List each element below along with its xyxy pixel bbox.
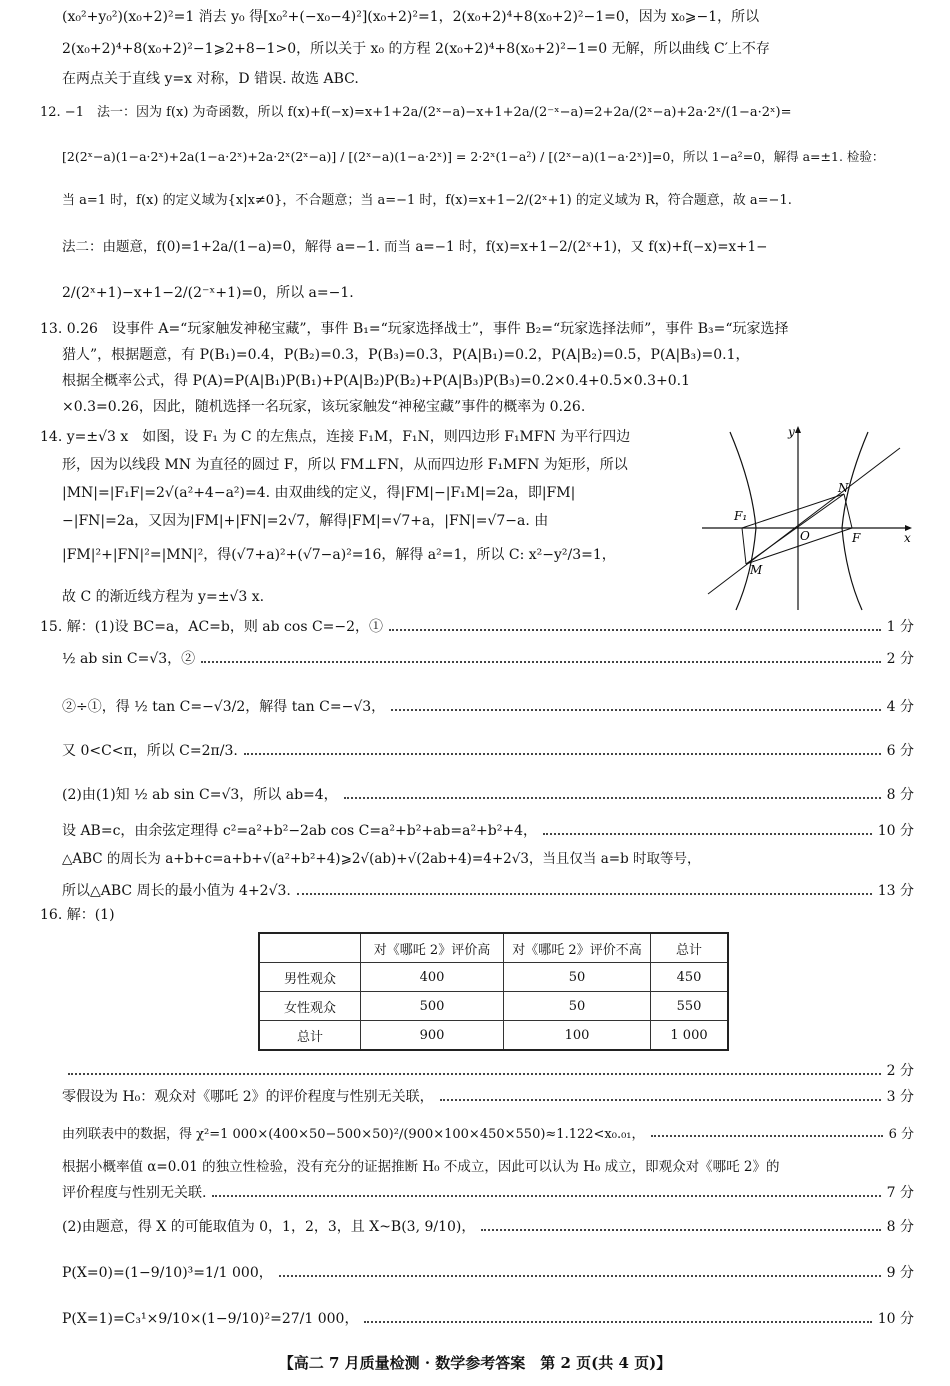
- text-line: 在两点关于直线 y=x 对称，D 错误. 故选 ABC.: [62, 71, 359, 87]
- table-cell: 450: [651, 963, 729, 992]
- score-text: 所以△ABC 周长的最小值为 4+2√3.: [62, 883, 291, 899]
- score-row: [62, 646, 914, 670]
- label-F: F: [852, 531, 861, 545]
- score-points: 10 分: [877, 1311, 914, 1327]
- label-y: y: [788, 425, 795, 439]
- text-line: 形，因为以线段 MN 为直径的圆过 F，所以 FM⊥FN，从而四边形 F₁MFN 为矩形，所以: [62, 457, 628, 473]
- score-text: 15. 解：(1)设 BC=a，AC=b，则 ab cos C=−2，①: [40, 619, 384, 635]
- label-x: x: [904, 531, 911, 545]
- score-text: ½ ab sin C=√3，②: [62, 651, 196, 667]
- label-F1: F₁: [734, 509, 748, 523]
- text-line: 根据小概率值 α=0.01 的独立性检验，没有充分的证据推断 H₀ 不成立，因此可以认为 H₀ 成立，即观众对《哪吒 2》的: [62, 1159, 780, 1175]
- score-points: 8 分: [886, 1219, 914, 1235]
- text-line: 16. 解：(1): [40, 907, 115, 923]
- score-row: [62, 878, 914, 902]
- text-line: 故 C 的渐近线方程为 y=±√3 x.: [62, 589, 265, 605]
- score-row: [62, 694, 914, 718]
- score-points: 10 分: [877, 823, 914, 839]
- text-line: [2(2ˣ−a)(1−a·2ˣ)+2a(1−a·2ˣ)+2a·2ˣ(2ˣ−a)] / [(2ˣ−a)(1−a·2ˣ)] = 2·2ˣ(1−a²) / [(2ˣ−a)(1−a·2ˣ)]=0，所以 1−a²=0，解得 a=±1. 检验：: [62, 149, 885, 164]
- label-M: M: [750, 563, 763, 577]
- text-line: 13. 0.26 设事件 A=“玩家触发神秘宝藏”，事件 B₁=“玩家选择战士”，事件 B₂=“玩家选择法师”，事件 B₃=“玩家选择: [40, 321, 789, 337]
- score-text: (2)由(1)知 ½ ab sin C=√3，所以 ab=4，: [62, 787, 338, 803]
- score-row: [62, 1120, 914, 1144]
- score-points: 6 分: [888, 1126, 914, 1142]
- table-cell: 100: [504, 1021, 651, 1051]
- score-text: 零假设为 H₀：观众对《哪吒 2》的评价程度与性别无关联，: [62, 1089, 434, 1105]
- text-line: 12. −1 法一：因为 f(x) 为奇函数，所以 f(x)+f(−x)=x+1+2a/(2ˣ−a)−x+1+2a/(2⁻ˣ−a)=2+2a/(2ˣ−a)+2a·2ˣ/(1−a·2ˣ)=: [40, 105, 792, 120]
- score-points: 3 分: [886, 1089, 914, 1105]
- score-points: 2 分: [886, 1063, 914, 1079]
- text-line: 法二：由题意，f(0)=1+2a/(1−a)=0，解得 a=−1. 而当 a=−1 时，f(x)=x+1−2/(2ˣ+1)，又 f(x)+f(−x)=x+1−: [62, 239, 768, 255]
- table-cell: 女性观众: [259, 992, 361, 1021]
- table-header-row: [259, 933, 728, 963]
- score-text: ②÷①，得 ½ tan C=−√3/2，解得 tan C=−√3，: [62, 699, 386, 715]
- text-line: 14. y=±√3 x 如图，设 F₁ 为 C 的左焦点，连接 F₁M，F₁N，则四边形 F₁MFN 为平行四边: [40, 429, 631, 445]
- label-O: O: [800, 529, 810, 543]
- text-line: 2/(2ˣ+1)−x+1−2/(2⁻ˣ+1)=0，所以 a=−1.: [62, 285, 354, 301]
- table-cell: 对《哪吒 2》评价不高: [504, 933, 651, 963]
- table-cell: 1 000: [651, 1021, 729, 1051]
- score-row: [62, 1214, 914, 1238]
- score-row: [40, 614, 914, 638]
- score-row: [62, 1084, 914, 1108]
- score-points: 9 分: [886, 1265, 914, 1281]
- score-row: [62, 818, 914, 842]
- score-row: [62, 1306, 914, 1330]
- table-row: [259, 1021, 728, 1051]
- text-line: 猎人”，根据题意，有 P(B₁)=0.4，P(B₂)=0.3，P(B₃)=0.3，P(A|B₁)=0.2，P(A|B₂)=0.5，P(A|B₃)=0.1，: [62, 347, 750, 363]
- table-cell: 500: [361, 992, 504, 1021]
- table-cell: 400: [361, 963, 504, 992]
- text-line: 根据全概率公式，得 P(A)=P(A|B₁)P(B₁)+P(A|B₂)P(B₂)+P(A|B₃)P(B₃)=0.2×0.4+0.5×0.3+0.1: [62, 373, 691, 389]
- score-points: 8 分: [886, 787, 914, 803]
- score-row: [62, 782, 914, 806]
- score-text: P(X=1)=C₃¹×9/10×(1−9/10)²=27/1 000，: [62, 1311, 359, 1327]
- score-row: [62, 738, 914, 762]
- table-cell: [259, 933, 361, 963]
- score-points: 13 分: [877, 883, 914, 899]
- score-points: 6 分: [886, 743, 914, 759]
- score-row: [62, 1058, 914, 1082]
- table-cell: 900: [361, 1021, 504, 1051]
- table-cell: 对《哪吒 2》评价高: [361, 933, 504, 963]
- table-cell: 50: [504, 992, 651, 1021]
- table-cell: 550: [651, 992, 729, 1021]
- table-cell: 总计: [651, 933, 729, 963]
- score-text: 评价程度与性别无关联.: [62, 1185, 207, 1201]
- score-points: 7 分: [886, 1185, 914, 1201]
- score-row: [62, 1180, 914, 1204]
- score-points: 4 分: [886, 699, 914, 715]
- table-cell: 总计: [259, 1021, 361, 1051]
- table-row: [259, 963, 728, 992]
- text-line: (x₀²+y₀²)(x₀+2)²=1 消去 y₀ 得[x₀²+(−x₀−4)²](x₀+2)²=1，2(x₀+2)⁴+8(x₀+2)²−1=0，因为 x₀⩾−1，所以: [62, 9, 760, 25]
- table-row: [259, 992, 728, 1021]
- text-line: |MN|=|F₁F|=2√(a²+4−a²)=4. 由双曲线的定义，得|FM|−|F₁M|=2a，即|FM|: [62, 485, 576, 501]
- score-text: P(X=0)=(1−9/10)³=1/1 000，: [62, 1265, 273, 1281]
- table-cell: 男性观众: [259, 963, 361, 992]
- hyperbola-figure: [700, 424, 914, 614]
- text-line: −|FN|=2a，又因为|FM|+|FN|=2√7，解得|FM|=√7+a，|FN|=√7−a. 由: [62, 513, 549, 529]
- label-N: N: [838, 481, 849, 495]
- score-row: [62, 1260, 914, 1284]
- score-text: (2)由题意，得 X 的可能取值为 0，1，2，3，且 X~B(3, 9/10)，: [62, 1219, 476, 1235]
- score-text: 由列联表中的数据，得 χ²=1 000×(400×50−500×50)²/(900×100×450×550)≈1.122<x₀.₀₁，: [62, 1126, 645, 1142]
- text-line: 当 a=1 时，f(x) 的定义域为{x|x≠0}，不合题意；当 a=−1 时，f(x)=x+1−2/(2ˣ+1) 的定义域为 R，符合题意，故 a=−1.: [62, 193, 792, 208]
- score-points: 1 分: [886, 619, 914, 635]
- text-line: △ABC 的周长为 a+b+c=a+b+√(a²+b²+4)⩾2√(ab)+√(2ab+4)=4+2√3，当且仅当 a=b 时取等号，: [62, 851, 701, 867]
- score-text: 设 AB=c，由余弦定理得 c²=a²+b²−2ab cos C=a²+b²+ab=a²+b²+4，: [62, 823, 537, 839]
- score-text: 又 0<C<π，所以 C=2π/3.: [62, 743, 238, 759]
- contingency-table: [258, 932, 729, 1051]
- text-line: 2(x₀+2)⁴+8(x₀+2)²−1⩾2+8−1>0，所以关于 x₀ 的方程 2(x₀+2)⁴+8(x₀+2)²−1=0 无解，所以曲线 C′上不存: [62, 41, 770, 57]
- table-cell: 50: [504, 963, 651, 992]
- page-footer: 【高二 7 月质量检测 · 数学参考答案 第 2 页(共 4 页)】: [278, 1354, 672, 1372]
- text-line: ×0.3=0.26，因此，随机选择一名玩家，该玩家触发“神秘宝藏”事件的概率为 0.26.: [62, 399, 586, 415]
- text-line: |FM|²+|FN|²=|MN|²，得(√7+a)²+(√7−a)²=16，解得 a²=1，所以 C: x²−y²/3=1，: [62, 547, 616, 563]
- score-points: 2 分: [886, 651, 914, 667]
